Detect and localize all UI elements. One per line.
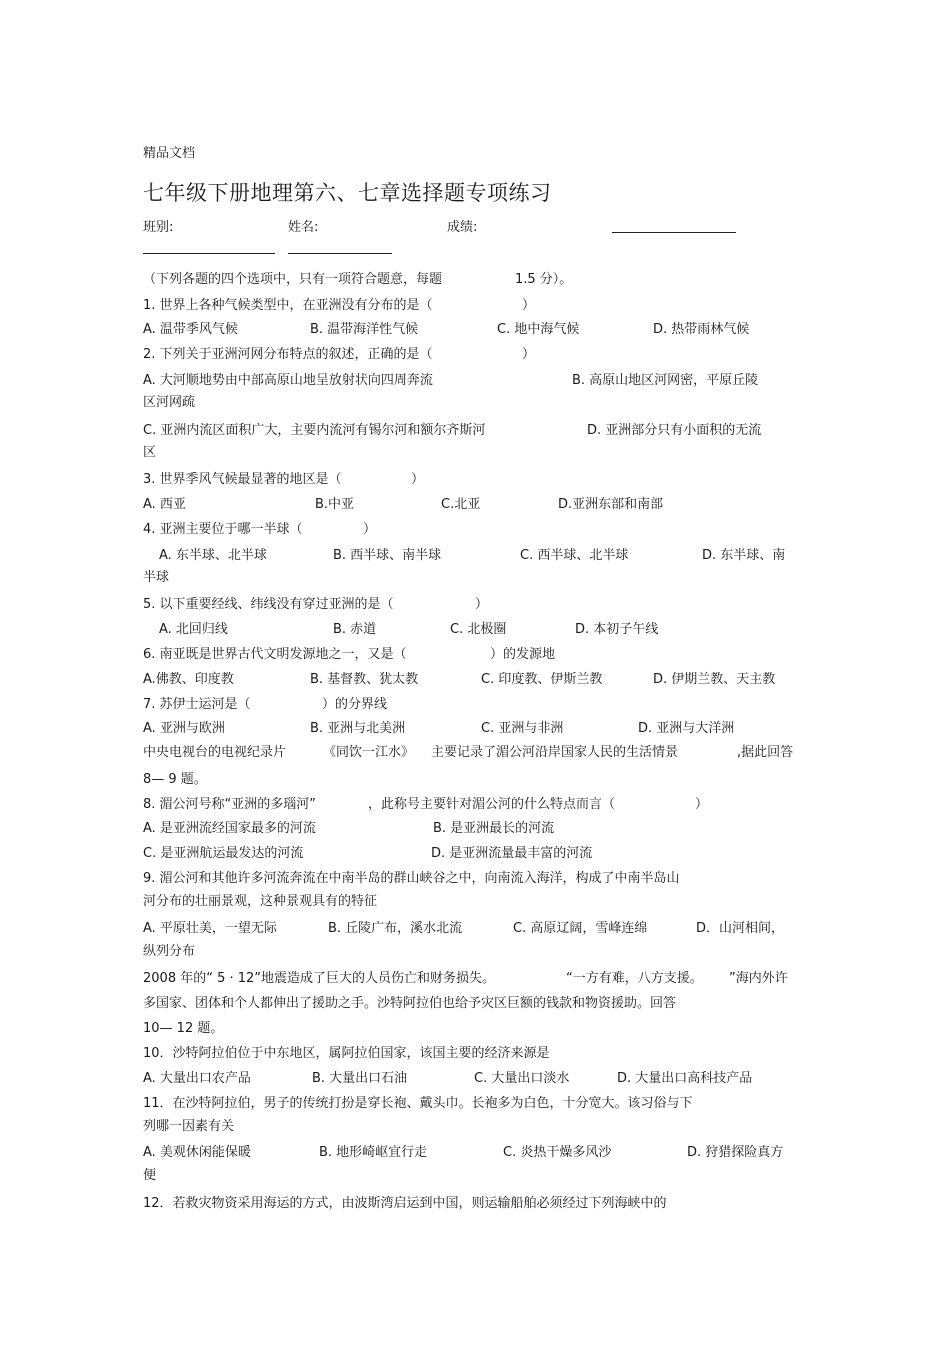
question-6-stem: 6. 南亚既是世界古代文明发源地之一，又是（ <box>143 647 407 662</box>
question-8-option-a: A. 是亚洲流经国家最多的河流 <box>143 821 316 836</box>
question-9-option-a: A. 平原壮美，一望无际 <box>143 921 277 936</box>
question-7-option-c: C. 亚洲与非洲 <box>481 721 564 736</box>
question-12-stem: 12．若救灾物资采用海运的方式，由波斯湾启运到中国，则运输船舶必须经过下列海峡中的 <box>143 1196 667 1211</box>
question-7-option-b: B. 亚洲与北美洲 <box>310 721 406 736</box>
question-1-option-d: D. 热带雨林气候 <box>653 322 750 337</box>
question-3-option-a: A. 西亚 <box>143 497 186 512</box>
question-11-option-a: A. 美观休闲能保暖 <box>143 1145 251 1160</box>
question-11-stem: 11．在沙特阿拉伯，男子的传统打扮是穿长袍、戴头巾。长袍多为白色，十分宽大。该习俗与下 <box>143 1096 693 1111</box>
question-3-option-b: B.中亚 <box>315 497 355 512</box>
material-1-question-range: 8— 9 题。 <box>143 772 207 787</box>
question-10-option-b: B. 大量出口石油 <box>312 1071 408 1086</box>
question-11-stem-continued: 列哪一因素有关 <box>143 1119 235 1134</box>
question-7-option-a: A. 亚洲与欧洲 <box>143 721 225 736</box>
name-label: 姓名: <box>288 220 319 235</box>
question-4-stem: 4. 亚洲主要位于哪一半球（ <box>143 522 303 537</box>
question-4-option-a: A. 东半球、北半球 <box>159 548 267 563</box>
question-9-option-d-continued: 纵列分布 <box>143 944 196 959</box>
question-11-option-d-continued: 便 <box>143 1168 157 1183</box>
question-11-option-b: B. 地形崎岖宜行走 <box>319 1145 428 1160</box>
question-1-option-b: B. 温带海洋性气候 <box>310 322 419 337</box>
material-1-text: 中央电视台的电视纪录片 <box>143 745 287 760</box>
question-6-option-c: C. 印度教、伊斯兰教 <box>481 672 603 687</box>
question-5-option-c: C. 北极圈 <box>450 622 507 637</box>
question-10-stem: 10．沙特阿拉伯位于中东地区，属阿拉伯国家，该国主要的经济来源是 <box>143 1046 550 1061</box>
question-5-option-d: D. 本初子午线 <box>575 622 659 637</box>
question-6-option-b: B. 基督教、犹太教 <box>310 672 419 687</box>
question-5-bracket: ） <box>475 597 489 612</box>
question-10-option-c: C. 大量出口淡水 <box>474 1071 570 1086</box>
question-5-option-a: A. 北回归线 <box>159 622 228 637</box>
question-9-stem-continued: 河分布的壮丽景观，这种景观具有的特征 <box>143 894 378 909</box>
question-1-bracket: ） <box>522 298 536 313</box>
page-title: 七年级下册地理第六、七章选择题专项练习 <box>143 181 552 205</box>
question-9-stem: 9. 湄公河和其他许多河流奔流在中南半岛的群山峡谷之中，向南流入海洋，构成了中南半岛山 <box>143 871 680 886</box>
question-2-option-d: D. 亚洲部分只有小面积的无流 <box>587 423 762 438</box>
question-6-bracket: ）的发源地 <box>490 647 556 662</box>
material-2-question-range: 10— 12 题。 <box>143 1021 224 1036</box>
material-2-line-2: 多国家、团体和个人都伸出了援助之手。沙特阿拉伯也给予灾区巨额的钱款和物资援助。回答 <box>143 996 677 1011</box>
question-4-option-c: C. 西半球、北半球 <box>520 548 629 563</box>
question-4-option-d: D. 东半球、南 <box>702 548 786 563</box>
question-8-option-c: C. 是亚洲航运最发达的河流 <box>143 846 304 861</box>
question-6-option-a: A.佛教、印度教 <box>143 672 234 687</box>
question-10-option-d: D. 大量出口高科技产品 <box>617 1071 753 1086</box>
question-8-bracket: ） <box>695 797 709 812</box>
question-2-option-c: C. 亚洲内流区面积广大，主要内流河有锡尔河和额尔齐斯河 <box>143 423 486 438</box>
question-10-option-a: A. 大量出口农产品 <box>143 1071 251 1086</box>
name-underline <box>288 253 392 254</box>
question-11-option-d: D. 狩猎探险真方 <box>687 1145 784 1160</box>
instruction-points: 1.5 分）。 <box>515 272 573 287</box>
question-2-option-b-continued: 区河网疏 <box>143 395 196 410</box>
watermark: 精品文档 <box>143 146 196 161</box>
question-2-option-a: A. 大河顺地势由中部高原山地呈放射状向四周奔流 <box>143 373 433 388</box>
question-1-option-a: A. 温带季风气候 <box>143 322 238 337</box>
question-6-option-d: D. 伊期兰教、天主教 <box>653 672 776 687</box>
material-2-text-continued: ”海内外许 <box>729 971 788 986</box>
question-4-option-d-continued: 半球 <box>143 570 170 585</box>
question-7-bracket: ）的分界线 <box>322 697 388 712</box>
question-11-option-c: C. 炎热干燥多风沙 <box>503 1145 612 1160</box>
question-2-option-d-continued: 区 <box>143 445 157 460</box>
question-2-bracket: ） <box>522 347 536 362</box>
question-5-option-b: B. 赤道 <box>333 622 377 637</box>
question-9-option-b: B. 丘陵广布，溪水北流 <box>328 921 463 936</box>
question-8-option-b: B. 是亚洲最长的河流 <box>433 821 555 836</box>
question-3-option-d: D.亚洲东部和南部 <box>558 497 664 512</box>
question-1-stem: 1. 世界上各种气候类型中，在亚洲没有分布的是（ <box>143 298 433 313</box>
class-underline <box>143 253 275 254</box>
score-underline <box>612 232 736 233</box>
question-4-bracket: ） <box>363 522 377 537</box>
question-8-stem: 8. 湄公河号称“亚洲的多瑙河” <box>143 797 317 812</box>
question-4-option-b: B. 西半球、南半球 <box>333 548 442 563</box>
instruction-text: （下列各题的四个选项中，只有一项符合题意，每题 <box>143 272 443 287</box>
score-label: 成绩: <box>447 220 478 235</box>
question-8-stem-continued: ，此称号主要针对湄公河的什么特点而言（ <box>368 797 616 812</box>
question-5-stem: 5. 以下重要经线、纬线没有穿过亚洲的是（ <box>143 597 394 612</box>
material-1-text-continued: 主要记录了湄公河沿岸国家人民的生活情景 <box>431 745 679 760</box>
question-7-option-d: D. 亚洲与大洋洲 <box>638 721 735 736</box>
material-1-documentary-title: 《同饮一江水》 <box>323 745 415 760</box>
material-1-text-end: ,据此回答 <box>737 745 794 760</box>
question-3-option-c: C.北亚 <box>441 497 481 512</box>
question-2-stem: 2. 下列关于亚洲河网分布特点的叙述，正确的是（ <box>143 347 433 362</box>
question-8-option-d: D. 是亚洲流量最丰富的河流 <box>431 846 593 861</box>
question-1-option-c: C. 地中海气候 <box>497 322 580 337</box>
material-2-text: 2008 年的“ 5 · 12”地震造成了巨大的人员伤亡和财务损失。 <box>143 971 496 986</box>
question-3-bracket: ） <box>411 472 425 487</box>
question-7-stem: 7. 苏伊士运河是（ <box>143 697 251 712</box>
question-2-option-b: B. 高原山地区河网密，平原丘陵 <box>572 373 759 388</box>
question-9-option-c: C. 高原辽阔，雪峰连绵 <box>513 921 648 936</box>
class-label: 班别: <box>143 220 174 235</box>
question-3-stem: 3. 世界季风气候最显著的地区是（ <box>143 472 342 487</box>
material-2-quote: “一方有难，八方支援。 <box>566 971 703 986</box>
question-9-option-d: D．山河相间， <box>696 921 785 936</box>
